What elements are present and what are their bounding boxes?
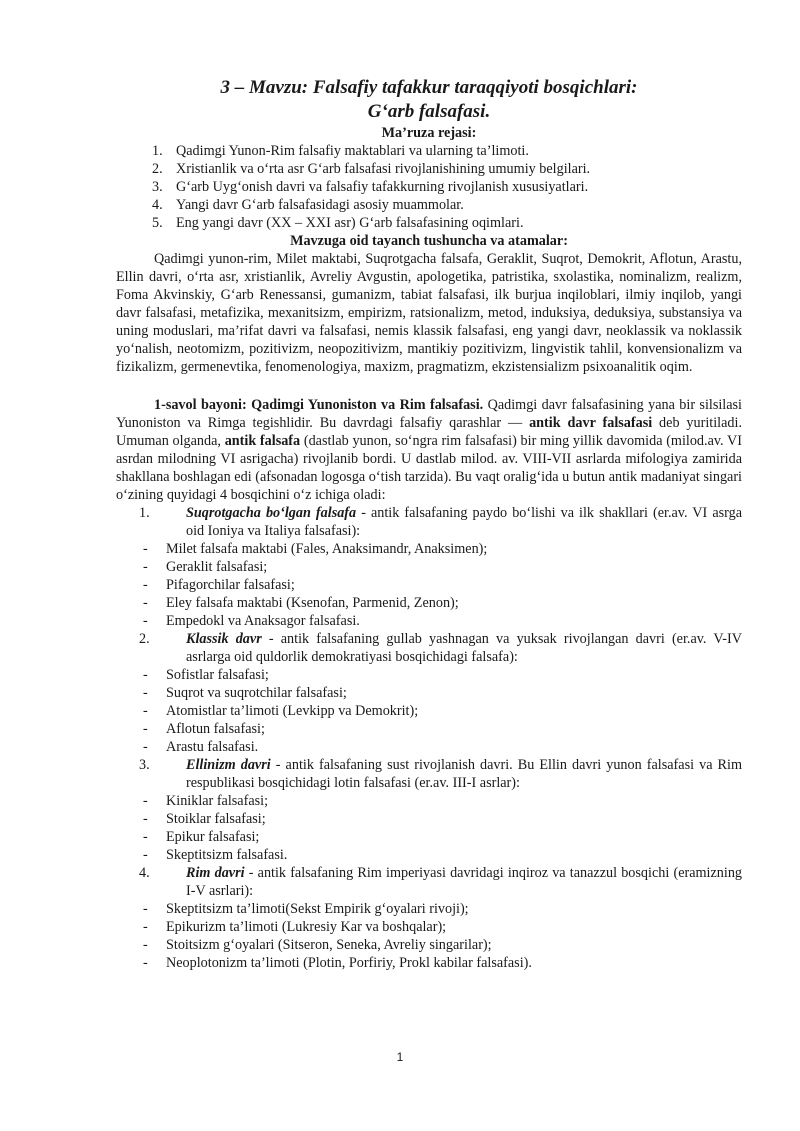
subitem-text: Stoiklar falsafasi; — [166, 811, 266, 827]
term-antik-falsafa: antik falsafa — [224, 433, 301, 449]
stage-number: 1. — [139, 505, 150, 521]
subitem-text: Stoitsizm g‘oyalari (Sitseron, Seneka, Avreliy singarilar); — [166, 937, 492, 953]
stage-subitem — [116, 684, 742, 702]
stage-subitem — [116, 810, 742, 828]
stage-subitem — [116, 666, 742, 684]
plan-item — [152, 178, 742, 196]
page-number: 1 — [396, 1050, 404, 1064]
subitem-text: Sofistlar falsafasi; — [166, 667, 269, 683]
plan-item-text: Eng yangi davr (XX – XXI asr) G‘arb falsafasining oqimlari. — [176, 215, 524, 231]
dash-bullet: - — [143, 937, 148, 953]
dash-bullet: - — [143, 811, 148, 827]
plan-item — [152, 196, 742, 214]
stage-number: 4. — [139, 865, 150, 881]
section-1-paragraph — [116, 396, 742, 504]
subitem-text: Empedokl va Anaksagor falsafasi. — [166, 613, 360, 629]
dash-bullet: - — [143, 847, 148, 863]
concepts-heading: Mavzuga oid tayanch tushuncha va atamalar: — [290, 233, 568, 249]
stage-subitem — [116, 576, 742, 594]
page-title — [116, 76, 742, 124]
stage-title: Rim davri — [186, 865, 245, 881]
document-page — [116, 76, 742, 972]
subitem-text: Eley falsafa maktabi (Ksenofan, Parmenid, Zenon); — [166, 595, 459, 611]
stage-subitem — [116, 702, 742, 720]
stage-subitem — [116, 918, 742, 936]
subitem-text: Neoplotonizm ta’limoti (Plotin, Porfiriy, Prokl kabilar falsafasi). — [166, 955, 532, 971]
dash-bullet: - — [143, 901, 148, 917]
dash-bullet: - — [143, 541, 148, 557]
stage-subitem — [116, 792, 742, 810]
stage-title: Klassik davr — [186, 631, 262, 647]
stage-subitem — [116, 720, 742, 738]
dash-bullet: - — [143, 685, 148, 701]
concepts-paragraph: Qadimgi yunon-rim, Milet maktabi, Suqrotgacha falsafa, Geraklit, Suqrot, Demokrit, Aflotun, Arastu, Ellin davri, o‘rta asr, xristianlik, Avreliy Avgustin, apologetika, patristika, sxolastika, nominalizm, realizm, Foma Akvinskiy, G‘arb Renessansi, gumanizm, tabiat falsafasi, ilk burjua inqiloblari, ilmiy inqilob, yangi davr falsafasi, metafizika, mexanitsizm, empirizm, ratsionalizm, metod, induksiya, deduksiya, substansiya va uning moduslari, ma’rifat davri va falsafasi, nemis klassik falsafasi, eng yangi davr, neoklassik va noklassik yo‘nalish, neotomizm, pozitivizm, neopozitivizm, mantikiy pozitivizm, lingvistik tahlil, konvensionalizm va fizikalizm, germenevtika, fenomenologiya, maxizm, pragmatizm, ekzistensializm psixoanalitik oqim. — [116, 251, 742, 375]
subitem-text: Aflotun falsafasi; — [166, 721, 265, 737]
stage-description: - antik falsafaning paydo bo‘lishi va ilk shakllari (er.av. VI asrga oid Ioniya va Italiya falsafasi): — [186, 505, 743, 539]
subitem-text: Kiniklar falsafasi; — [166, 793, 269, 809]
section-1-heading: 1-savol bayoni: Qadimgi Yunoniston va Rim falsafasi. — [154, 397, 484, 413]
dash-bullet: - — [143, 829, 148, 845]
stage-item — [116, 504, 742, 540]
subitem-text: Milet falsafa maktabi (Fales, Anaksimandr, Anaksimen); — [166, 541, 488, 557]
subitem-text: Skeptitsizm ta’limoti(Sekst Empirik g‘oyalari rivoji); — [166, 901, 469, 917]
stage-subitem — [116, 558, 742, 576]
dash-bullet: - — [143, 955, 148, 971]
stage-item — [116, 864, 742, 900]
plan-item-text: G‘arb Uyg‘onish davri va falsafiy tafakkurning rivojlanish xususiyatlari. — [176, 179, 589, 195]
stage-subitem — [116, 936, 742, 954]
plan-item-text: Yangi davr G‘arb falsafasidagi asosiy muammolar. — [176, 197, 464, 213]
stage-subitem — [116, 846, 742, 864]
subitem-text: Epikurizm ta’limoti (Lukresiy Kar va boshqalar); — [166, 919, 447, 935]
plan-item — [152, 142, 742, 160]
stage-subitem — [116, 828, 742, 846]
section-1-text-part-2: deb yuritiladi. Umuman olganda, — [116, 415, 742, 449]
stage-subitem — [116, 612, 742, 630]
dash-bullet: - — [143, 721, 148, 737]
subitem-text: Suqrot va suqrotchilar falsafasi; — [166, 685, 347, 701]
plan-item-number: 1. — [152, 143, 163, 159]
dash-bullet: - — [143, 577, 148, 593]
dash-bullet: - — [143, 703, 148, 719]
subitem-text: Pifagorchilar falsafasi; — [166, 577, 295, 593]
stage-title: Suqrotgacha bo‘lgan falsafa — [186, 505, 357, 521]
stage-description: - antik falsafaning sust rivojlanish davri. Bu Ellin davri yunon falsafasi va Rim respublikasi bosqichidagi lotin falsafasi (er.av. III-I asrlar): — [186, 757, 742, 791]
plan-heading: Ma’ruza rejasi: — [381, 125, 477, 141]
dash-bullet: - — [143, 919, 148, 935]
title-line-1: 3 – Mavzu: Falsafiy tafakkur taraqqiyoti bosqichlari: — [220, 77, 638, 98]
subitem-text: Epikur falsafasi; — [166, 829, 260, 845]
subitem-text: Atomistlar ta’limoti (Levkipp va Demokrit); — [166, 703, 419, 719]
stage-description: - antik falsafaning gullab yashnagan va yuksak rivojlangan davri (er.av. V-IV asrlarga oid quldorlik demokratiyasi bosqichidagi falsafa): — [186, 631, 742, 665]
plan-item-number: 2. — [152, 161, 163, 177]
stage-subitem — [116, 954, 742, 972]
dash-bullet: - — [143, 739, 148, 755]
subitem-text: Skeptitsizm falsafasi. — [166, 847, 288, 863]
stage-number: 2. — [139, 631, 150, 647]
title-line-2: G‘arb falsafasi. — [367, 101, 491, 122]
plan-item — [152, 214, 742, 232]
section-1-text-part-3: (dastlab yunon, so‘ngra rim falsafasi) bir ming yillik davomida (milod.av. VI asrdan milodning VI asrigacha) rivojlanib bordi. U dastlab milod. av. VIII-VII asrlarda mifologiya zamirida shakllana boshlagan edi (afsonadan logosga o‘tish tarzida). Bu vaqt oralig‘ida u butun antik madaniyat singari o‘zining quyidagi 4 bosqichini o‘z ichiga oladi: — [116, 433, 743, 503]
plan-item-text: Qadimgi Yunon-Rim falsafiy maktablari va ularning ta’limoti. — [176, 143, 529, 159]
subitem-text: Geraklit falsafasi; — [166, 559, 268, 575]
stage-subitem — [116, 540, 742, 558]
stage-subitem — [116, 594, 742, 612]
stage-item — [116, 756, 742, 792]
term-antik-davr-falsafasi: antik davr falsafasi — [529, 415, 653, 431]
dash-bullet: - — [143, 793, 148, 809]
subitem-text: Arastu falsafasi. — [166, 739, 259, 755]
dash-bullet: - — [143, 667, 148, 683]
stage-subitem — [116, 900, 742, 918]
plan-item-number: 4. — [152, 197, 163, 213]
dash-bullet: - — [143, 595, 148, 611]
stage-number: 3. — [139, 757, 150, 773]
plan-item-text: Xristianlik va o‘rta asr G‘arb falsafasi rivojlanishining umumiy belgilari. — [176, 161, 591, 177]
plan-item-number: 5. — [152, 215, 163, 231]
stage-item — [116, 630, 742, 666]
stage-subitem — [116, 738, 742, 756]
stage-description: - antik falsafaning Rim imperiyasi davridagi inqiroz va tanazzul bosqichi (eramizning I-V asrlari): — [186, 865, 743, 899]
plan-item-number: 3. — [152, 179, 163, 195]
lecture-plan-list — [116, 142, 742, 232]
plan-item — [152, 160, 742, 178]
dash-bullet: - — [143, 613, 148, 629]
stage-title: Ellinizm davri — [186, 757, 271, 773]
section-1-text-part-1: Qadimgi davr falsafasining yana bir silsilasi Yunoniston va Rimga tegishlidir. Bu davrdagi falsafiy qarashlar — — [116, 397, 742, 431]
dash-bullet: - — [143, 559, 148, 575]
